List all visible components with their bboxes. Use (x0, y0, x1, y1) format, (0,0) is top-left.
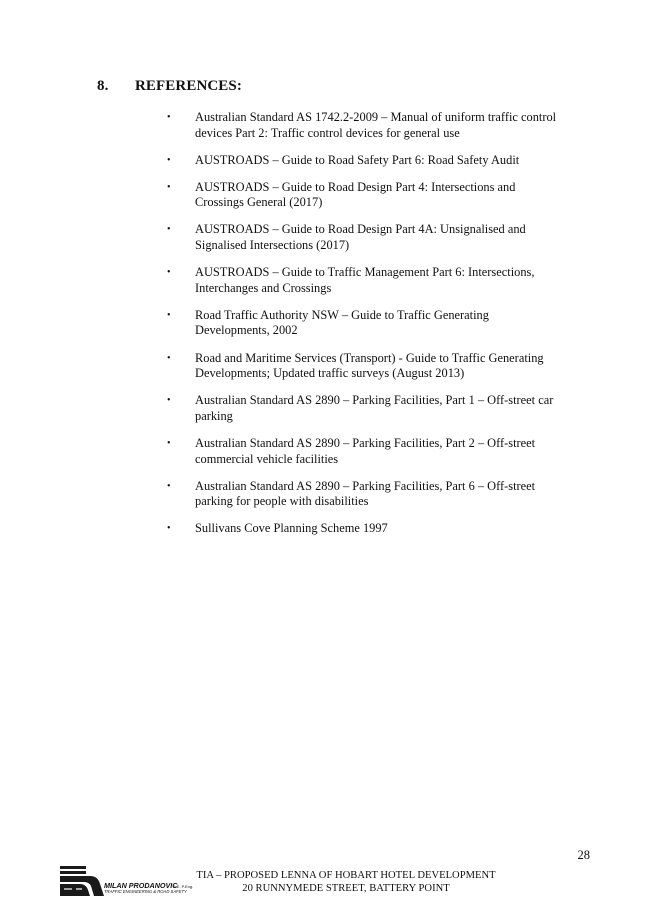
bullet-icon: • (167, 181, 171, 193)
page-footer (0, 869, 646, 895)
bullet-icon: • (167, 267, 171, 279)
reference-text: AUSTROADS – Guide to Road Design Part 4A: Unsignalised and Signalised Intersections (2017) (195, 222, 526, 253)
section-number: 8. (97, 78, 109, 94)
list-item (160, 351, 560, 382)
bullet-icon: • (167, 309, 171, 321)
reference-text: Road Traffic Authority NSW – Guide to Traffic Generating Developments, 2002 (195, 307, 489, 338)
footer-line-1: TIA – PROPOSED LENNA OF HOBART HOTEL DEVELOPMENT (196, 870, 496, 881)
list-item (160, 222, 560, 253)
list-item (160, 110, 560, 141)
footer-line-2: 20 RUNNYMEDE STREET, BATTERY POINT (242, 883, 450, 894)
logo-tagline: TRAFFIC ENGINEERING & ROAD SAFETY (104, 889, 187, 894)
bullet-icon: • (167, 224, 171, 236)
list-item (160, 180, 560, 211)
list-item (160, 393, 560, 424)
reference-text: AUSTROADS – Guide to Road Safety Part 6: Road Safety Audit (195, 152, 520, 167)
reference-text: AUSTROADS – Guide to Traffic Management Part 6: Intersections, Interchanges and Crossings (195, 265, 535, 295)
bullet-icon: • (167, 437, 171, 449)
list-item (160, 479, 560, 510)
reference-text: Sullivans Cove Planning Scheme 1997 (195, 521, 388, 536)
reference-text: Australian Standard AS 1742.2-2009 – Manual of uniform traffic control devices Part 2: Traffic control devices for general use (195, 110, 557, 140)
list-item (160, 308, 560, 339)
reference-text: AUSTROADS – Guide to Road Design Part 4: Intersections and Crossings General (2017) (195, 179, 516, 210)
references-list (160, 110, 560, 548)
list-item (160, 265, 560, 296)
bullet-icon: • (167, 112, 171, 123)
reference-text: Road and Maritime Services (Transport) - Guide to Traffic Generating Developments; Updated traffic surveys (August 2013) (195, 350, 544, 381)
list-item (160, 436, 560, 467)
logo-credential: B.E. P.Eng. (173, 884, 194, 889)
section-heading (97, 78, 242, 95)
reference-text: Australian Standard AS 2890 – Parking Facilities, Part 6 – Off-street parking for people with disabilities (195, 478, 536, 509)
bullet-icon: • (167, 154, 171, 166)
logo-name: MILAN PRODANOVIC (104, 881, 178, 890)
list-item (160, 521, 560, 537)
bullet-icon: • (167, 352, 171, 364)
section-title: REFERENCES: (135, 78, 242, 94)
list-item (160, 153, 560, 169)
reference-text: Australian Standard AS 2890 – Parking Facilities, Part 2 – Off-street commercial vehicle facilities (195, 435, 536, 466)
page-number: 28 (577, 848, 590, 862)
bullet-icon: • (167, 480, 171, 492)
reference-text: Australian Standard AS 2890 – Parking Facilities, Part 1 – Off-street car parking (195, 393, 554, 423)
bullet-icon: • (167, 395, 171, 407)
bullet-icon: • (167, 523, 171, 535)
